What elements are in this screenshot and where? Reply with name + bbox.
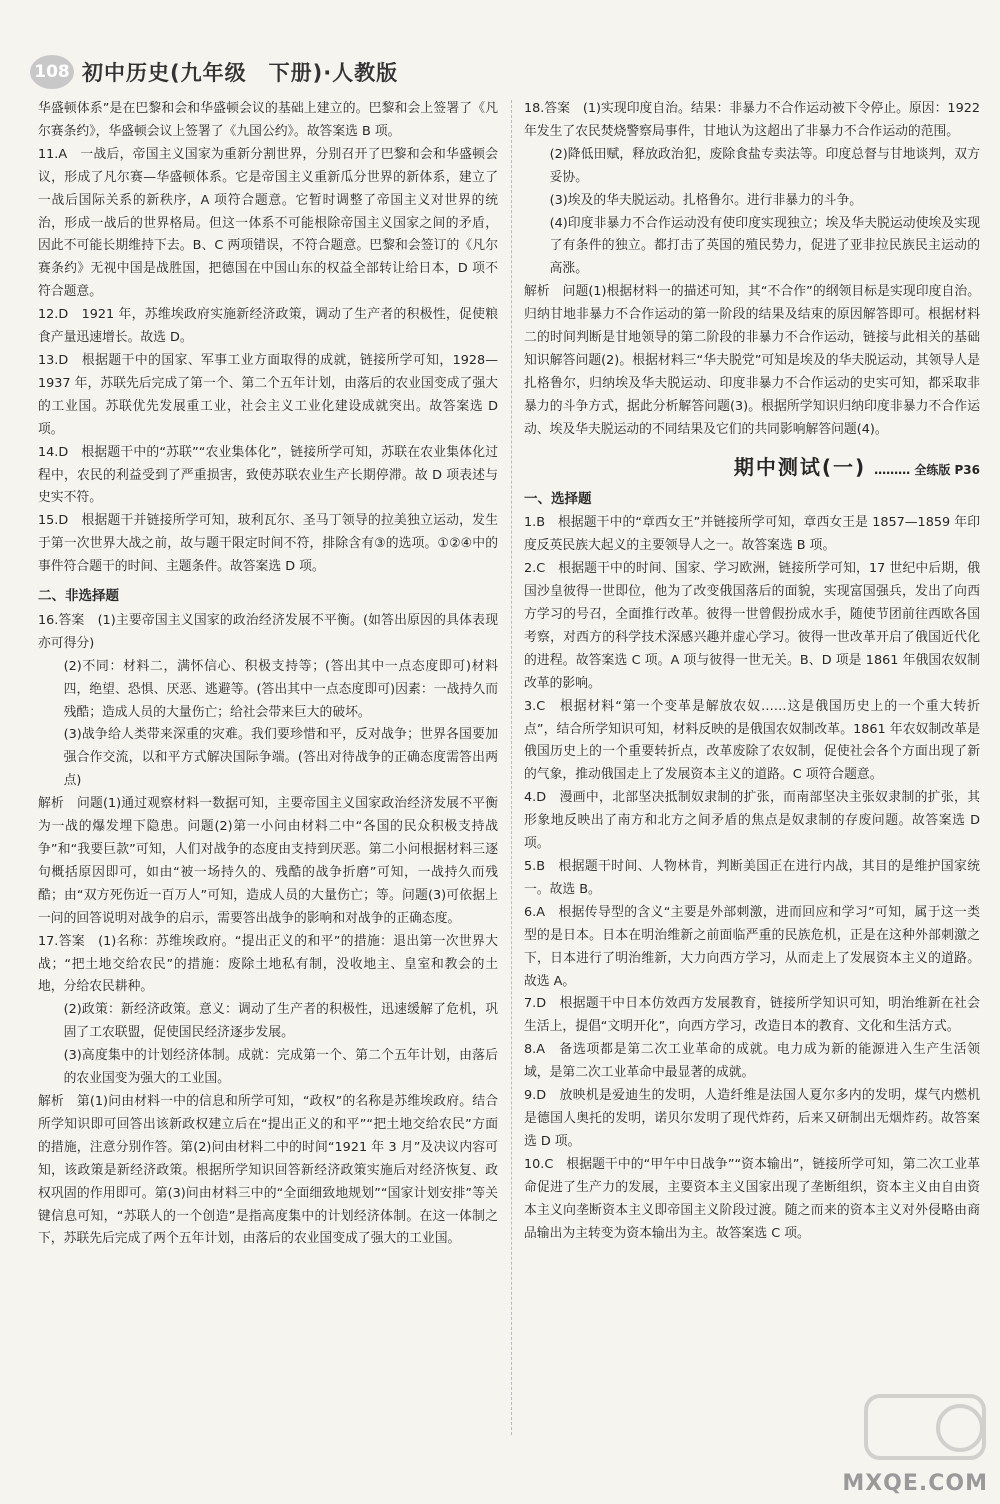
left-column [38, 98, 498, 1251]
answer-10-continued: 华盛顿体系”是在巴黎和会和华盛顿会议的基础上建立的。巴黎和会上签署了《凡尔赛条约》，华盛顿会议上签署了《九国公约》。故答案选 B 项。 [38, 101, 498, 139]
answer-18-part2: (2)降低田赋，释放政治犯，废除食盐专卖法等。印度总督与甘地谈判，双方妥协。 [549, 146, 980, 185]
answer-16-part3: (3)战争给人类带来深重的灾难。我们要珍惜和平，反对战争；世界各国要加强合作交流，以和平方式解决国际争端。(答出对待战争的正确态度需答出两点) [63, 727, 498, 789]
answer-16-analysis: 解析 问题(1)通过观察材料一数据可知，主要帝国主义国家政治经济发展不平衡为一战的爆发埋下隐患。问题(2)第一小问由材料二中“各国的民众积极支持战争”和“我要巨款”可知，人们对战争的态度由支持到厌恶。第二小问根据材料三逐句概括原因即可，如由“被一场持久的、残酷的战争折磨”可知，一战持久而残酷；由“双方死伤近一百万人”可知，造成人员的大量伤亡；等。问题(3)可依据上一问的回答说明对战争的启示，需要答出战争的影响和对战争的正确态度。 [38, 796, 498, 926]
page-number: 108 [30, 55, 74, 89]
answer-18-part1: 18.答案 (1)实现印度自治。结果：非暴力不合作运动被下令停止。原因：1922 年发生了农民焚烧警察局事件，甘地认为这超出了非暴力不合作运动的范围。 [524, 101, 980, 139]
answer-17-part3: (3)高度集中的计划经济体制。成就：完成第一个、第二个五年计划，由落后的农业国变为强大的工业国。 [63, 1048, 498, 1087]
answer-16-part2: (2)不同：材料二，满怀信心、积极支持等；(答出其中一点态度即可)材料四，绝望、恐惧、厌恶、逃避等。(答出其中一点态度即可)因素：一战持久而残酷；造成人员的大量伤亡；给社会带来巨大的破坏。 [63, 658, 498, 720]
section-heading-choice: 一、选择题 [524, 490, 592, 507]
right-column [524, 98, 980, 1245]
midterm-answer-4: 4.D 漫画中，北部坚决抵制奴隶制的扩张，而南部坚决主张奴隶制的扩张，其形象地反映出了南方和北方之间矛盾的焦点是奴隶制的存废问题。故答案选 D 项。 [524, 790, 980, 852]
watermark-site: MXQE.COM [842, 1471, 988, 1496]
midterm-answer-8: 8.A 备选项都是第二次工业革命的成就。电力成为新的能源进入生产生活领域，是第二次工业革命中最显著的成就。 [524, 1042, 980, 1081]
answer-13: 13.D 根据题干中的国家、军事工业方面取得的成就，链接所学可知，1928—1937 年，苏联先后完成了第一个、第二个五年计划，由落后的农业国变成了强大的工业国。苏联优先发展重工业，社会主义工业化建设成就突出。故答案选 D 项。 [38, 352, 498, 437]
answer-17-analysis: 解析 第(1)问由材料一中的信息和所学可知，“政权”的名称是苏维埃政府。结合所学知识即可回答出该新政权建立后在“提出正义的和平”“把土地交给农民”方面的措施，注意分别作答。第(2)问由材料二中的时间“1921 年 3 月”及决议内容可知，该政策是新经济政策。根据所学知识回答新经济政策实施后对经济恢复、政权巩固的作用即可。第(3)问由材料三中的“全面细致地规划”“国家计划安排”等关键信息可知，“苏联人的一个创造”是指高度集中的计划经济体制。在这一体制之下，苏联先后完成了两个五年计划，由落后的农业国变成了强大的工业国。 [38, 1093, 498, 1247]
midterm-test-title: 期中测试(一) [733, 454, 867, 479]
midterm-test-reference: ……… 全练版 P36 [874, 462, 980, 477]
answer-16-part1: 16.答案 (1)主要帝国主义国家的政治经济发展不平衡。(如答出原因的具体表现亦可得分) [38, 612, 498, 651]
answer-18-part3: (3)埃及的华夫脱运动。扎格鲁尔。进行非暴力的斗争。 [549, 192, 863, 208]
midterm-answer-7: 7.D 根据题干中日本仿效西方发展教育，链接所学知识可知，明治维新在社会生活上，提倡“文明开化”，向西方学习，改造日本的教育、文化和生活方式。 [524, 996, 980, 1035]
midterm-answer-5: 5.B 根据题干时间、人物林肯，判断美国正在进行内战，其目的是维护国家统一。故选 B。 [524, 859, 980, 897]
book-title: 初中历史(九年级 下册)·人教版 [82, 61, 399, 85]
answer-17-part2: (2)政策：新经济政策。意义：调动了生产者的积极性，迅速缓解了危机，巩固了工农联盟，促使国民经济逐步发展。 [63, 1002, 498, 1041]
section-heading-non-choice: 二、非选择题 [38, 588, 119, 605]
answer-18-analysis: 解析 问题(1)根据材料一的描述可知，其“不合作”的纲领目标是实现印度自治。归纳甘地非暴力不合作运动的第一阶段的结果及结束的原因解答即可。根据材料二的时间判断是甘地领导的第二阶段的非暴力不合作运动，链接与此相关的基础知识解答问题(2)。根据材料三“华夫脱党”可知是埃及的华夫脱运动，其领导人是扎格鲁尔，归纳埃及华夫脱运动、印度非暴力不合作运动的史实可知，都采取非暴力的斗争方式，据此分析解答问题(3)。根据所学知识归纳印度非暴力不合作运动、埃及华夫脱运动的不同结果及它们的共同影响解答问题(4)。 [524, 284, 980, 437]
midterm-test-heading [524, 456, 980, 482]
answer-11: 11.A 一战后，帝国主义国家为重新分割世界，分别召开了巴黎和会和华盛顿会议，形成了凡尔赛—华盛顿体系。它是帝国主义重新瓜分世界的新体系，建立了一战后国际关系的新秩序，A 项符合题意。它暂时调整了帝国主义对世界的统治，形成一战后的世界格局。但这一体系不可能根除帝国主义国家之间的矛盾，因此不可能长期维持下去。B、C 两项错误，不符合题意。巴黎和会签订的《凡尔赛条约》无视中国是战胜国，把德国在中国山东的权益全部转让给日本，D 项不符合题意。 [38, 146, 498, 300]
midterm-answer-9: 9.D 放映机是爱迪生的发明，人造纤维是法国人夏尔多内的发明，煤气内燃机是德国人奥托的发明，诺贝尔发明了现代炸药，后来又研制出无烟炸药。故答案选 D 项。 [524, 1088, 980, 1149]
page-header [30, 52, 590, 92]
column-divider [511, 100, 512, 1435]
answer-12: 12.D 1921 年，苏维埃政府实施新经济政策，调动了生产者的积极性，促使粮食产量迅速增长。故选 D。 [38, 307, 498, 346]
answer-18-part4: (4)印度非暴力不合作运动没有使印度实现独立；埃及华夫脱运动使埃及实现了有条件的独立。都打击了英国的殖民势力，促进了亚非拉民族民主运动的高涨。 [549, 215, 980, 277]
midterm-answer-3: 3.C 根据材料“第一个变革是解放农奴……这是俄国历史上的一个重大转折点”，结合所学知识可知，材料反映的是俄国农奴制改革。1861 年农奴制改革是俄国历史上的一个重要转折点，改革废除了农奴制，促使社会各个方面出现了新的气象，推动俄国走上了发展资本主义的道路。C 项符合题意。 [524, 698, 980, 783]
answer-17-part1: 17.答案 (1)名称：苏维埃政府。“提出正义的和平”的措施：退出第一次世界大战；“把土地交给农民”的措施：废除土地私有制，没收地主、皇室和教会的土地，分给农民耕种。 [38, 933, 498, 995]
answer-15: 15.D 根据题干并链接所学可知，玻利瓦尔、圣马丁领导的拉美独立运动，发生于第一次世界大战之前，故与题干限定时间不符，排除含有③的选项。①②④中的事件符合题干的时间、主题条件。故答案选 D 项。 [38, 513, 498, 575]
midterm-answer-10: 10.C 根据题干中的“甲午中日战争”“资本输出”，链接所学可知，第二次工业革命促进了生产力的发展，主要资本主义国家出现了垄断组织，资本主义由自由资本主义向垄断资本主义即帝国主义阶段过渡。随之而来的资本主义对外侵略由商品输出为主转变为资本输出为主。故答案选 C 项。 [524, 1156, 980, 1241]
midterm-answer-1: 1.B 根据题干中的“章西女王”并链接所学可知，章西女王是 1857—1859 年印度反英民族大起义的主要领导人之一。故答案选 B 项。 [524, 515, 980, 554]
midterm-answer-2: 2.C 根据题干中的时间、国家、学习欧洲，链接所学可知，17 世纪中后期，俄国沙皇彼得一世即位，他为了改变俄国落后的面貌，实现富国强兵，发出了向西方学习的号召，全面推行改革。彼得一世曾假扮成水手，随使节团前往西欧各国考察，对西方的科学技术深感兴趣并虚心学习。彼得一世改革开启了俄国近代化的进程。故答案选 C 项。A 项与彼得一世无关。B、D 项是 1861 年俄国农奴制改革的影响。 [524, 561, 980, 691]
midterm-answer-6: 6.A 根据传导型的含义“主要是外部刺激，进而回应和学习”可知，属于这一类型的是日本。日本在明治维新之前面临严重的民族危机，正是在这种外部刺激之下，日本进行了明治维新，大力向西方学习，从而走上了发展资本主义的道路。故选 A。 [524, 904, 980, 989]
answer-14: 14.D 根据题干中的“苏联”“农业集体化”，链接所学可知，苏联在农业集体化过程中，农民的利益受到了严重损害，致使苏联农业生产长期停滞。故 D 项表述与史实不符。 [38, 444, 498, 506]
